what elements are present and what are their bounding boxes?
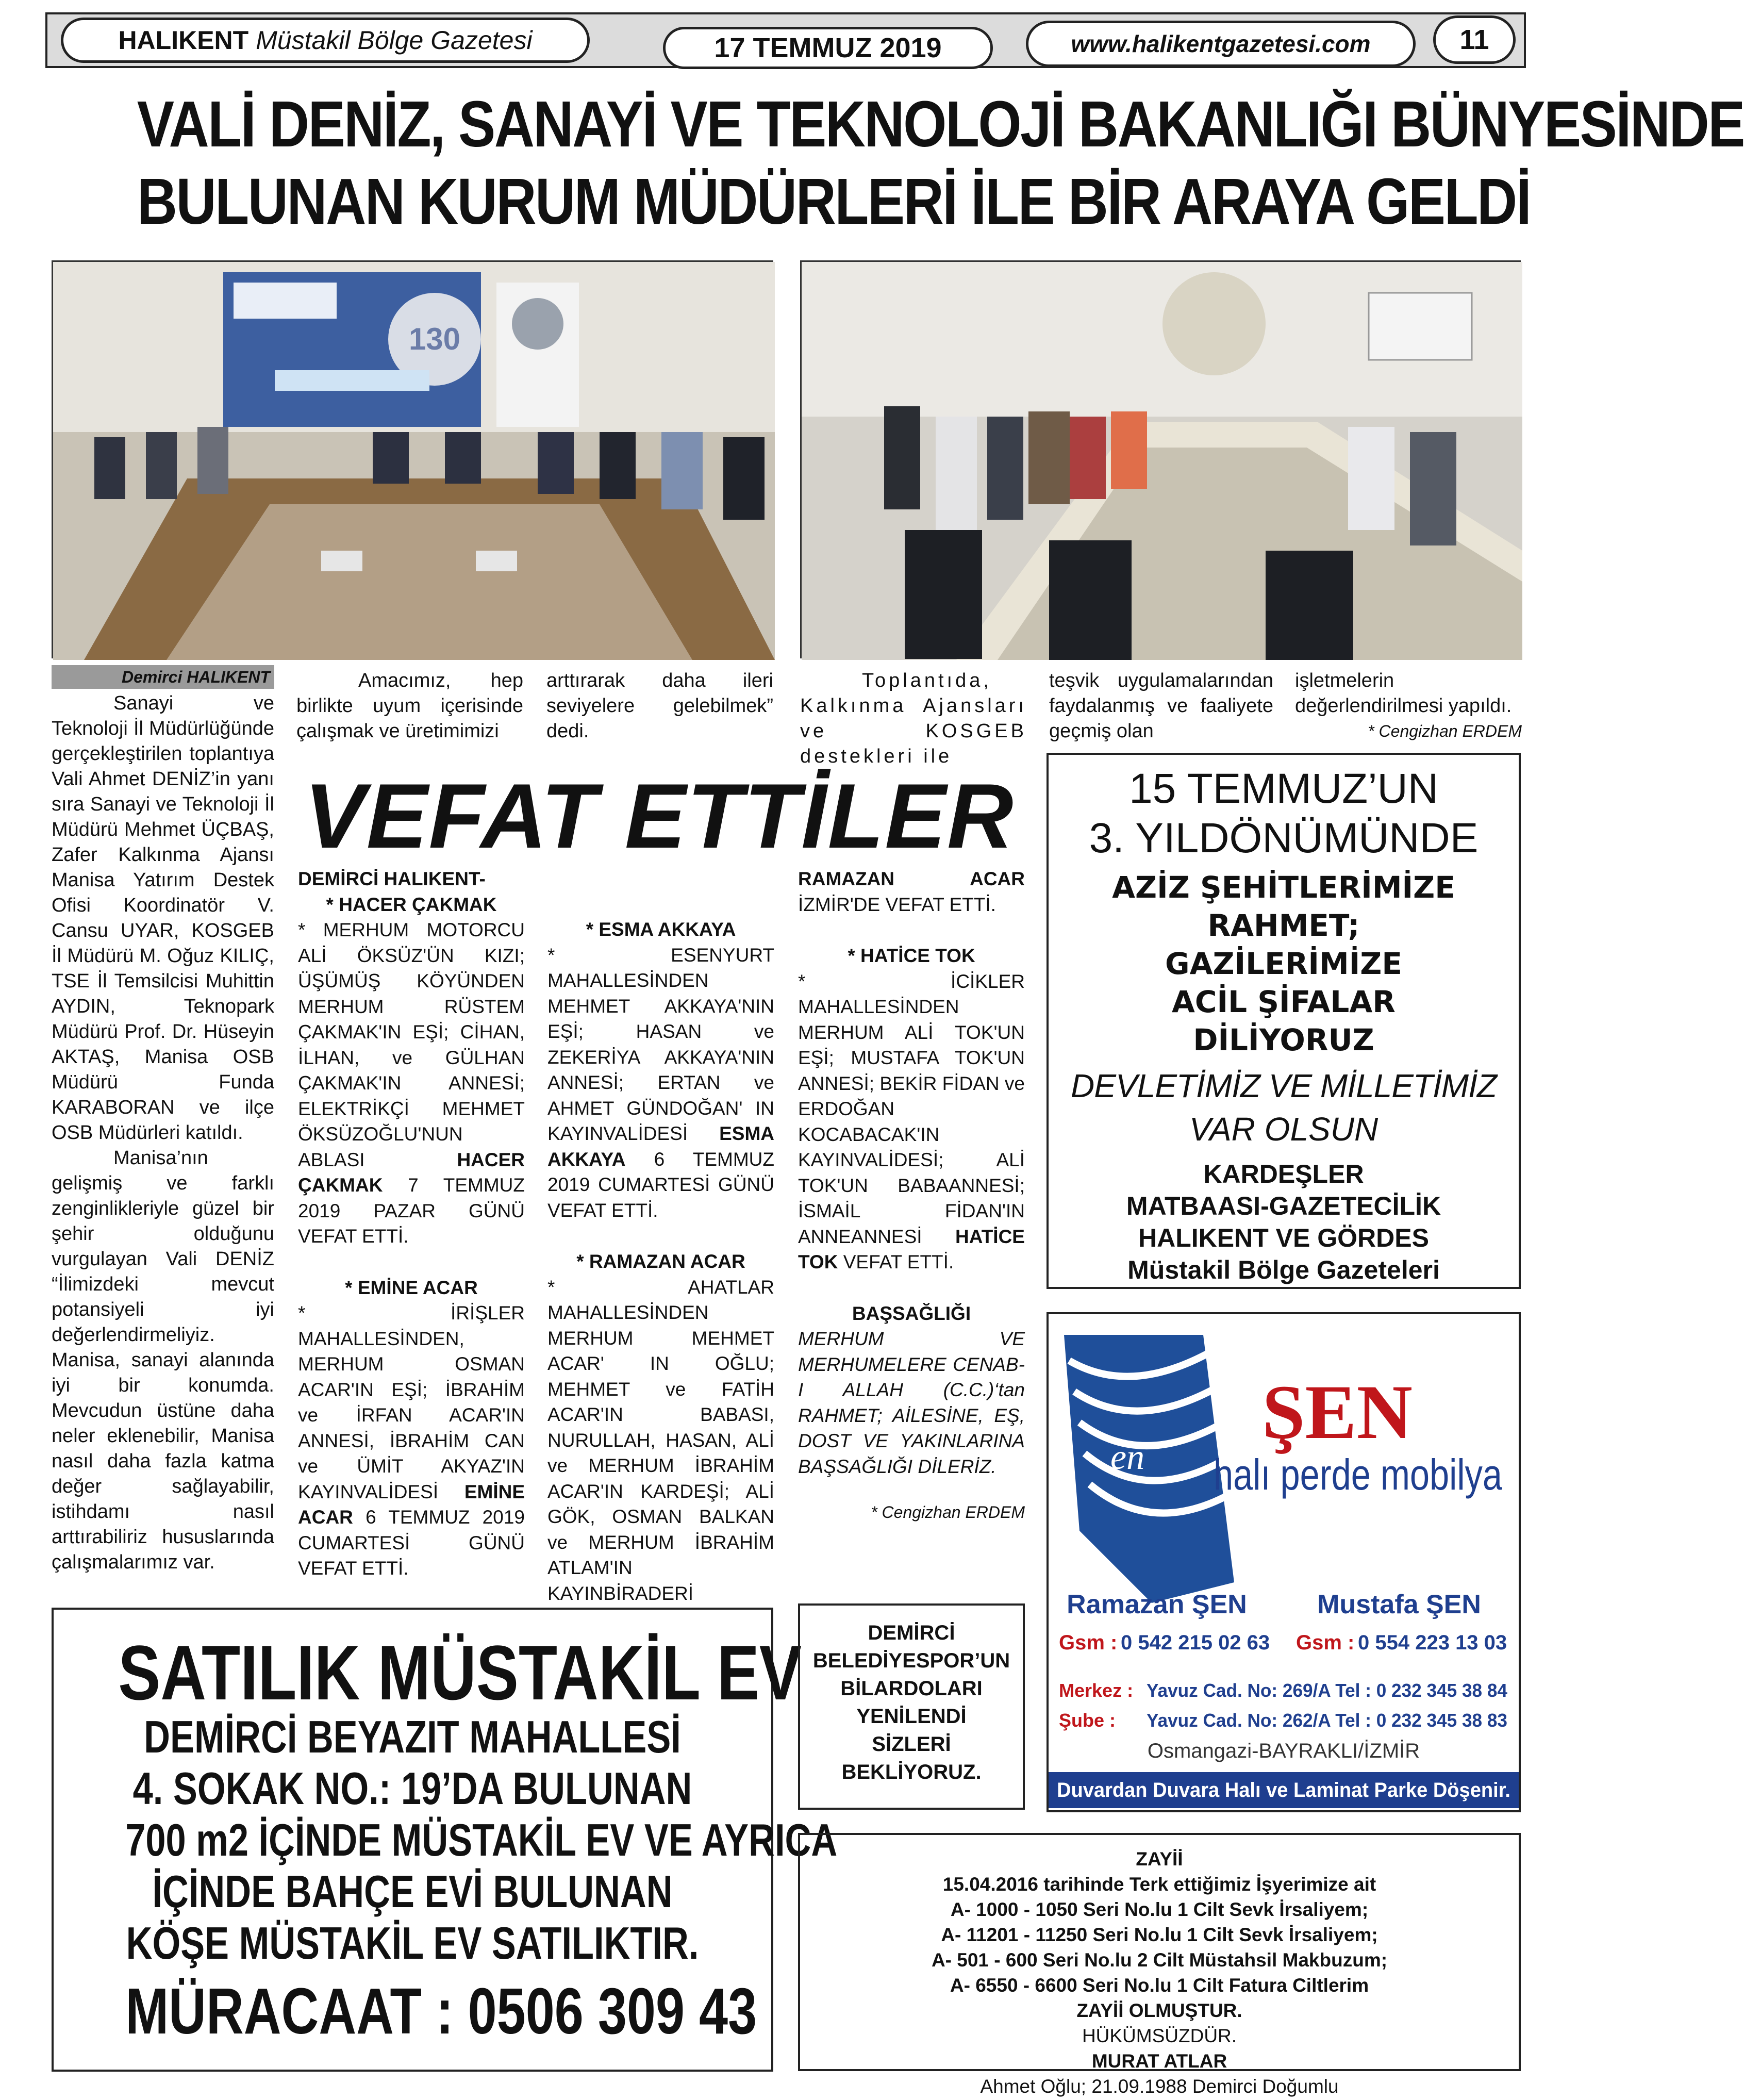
obituary-text: * MERHUM MOTORCU ALİ ÖKSÜZ'ÜN KIZI; ÜŞÜMÜŞ KÖYÜNDEN MERHUM RÜSTEM ÇAKMAK'IN EŞİ; CİHAN, İLHAN, ve GÜLHAN ÇAKMAK'IN ANNESİ; ELEKTRİKÇİ MEHMET ÖKSÜZOĞLU'NUN ABLASI HACER ÇAKMAK 7 TEMMUZ 2019 PAZAR GÜNÜ VEFAT ETTİ. [298,919,525,1247]
lost-notice-line: A- 1000 - 1050 Seri No.lu 1 Cilt Sevk İrsaliyem; [950,1899,1369,1920]
anniversary-line: ACİL ŞİFALAR [1172,984,1396,1019]
lost-notice-line: A- 11201 - 11250 Seri No.lu 1 Cilt Sevk İrsaliyem; [941,1924,1378,1945]
sen-person1: Ramazan ŞEN [1067,1590,1247,1619]
lost-notice-line: A- 6550 - 6600 Seri No.lu 1 Cilt Fatura Ciltlerim [950,1975,1369,1996]
headline-line2: BULUNAN KURUM MÜDÜRLERİ İLE BİR ARAYA GELDİ [137,165,1531,238]
lost-notice-line: Ahmet Oğlu; 21.09.1988 Demirci Doğumlu [980,2076,1339,2097]
lost-notice-line: HÜKÜMSÜZDÜR. [1082,2025,1237,2046]
sen-brand-small: en [1110,1437,1145,1477]
headline-line1: VALİ DENİZ, SANAYİ VE TEKNOLOJİ BAKANLIĞI BÜNYESİNDE [137,88,1744,160]
sale-ad-title: SATILIK MÜSTAKİL EV [118,1629,802,1716]
anniversary-line: Müstakil Bölge Gazeteleri [1127,1255,1440,1284]
sale-ad-contact: MÜRACAAT : 0506 309 43 [125,1975,757,2047]
sen-merkez-label: Merkez : [1059,1680,1134,1701]
sale-ad-line: DEMİRCİ BEYAZIT MAHALLESİ [144,1711,681,1762]
sen-ad-graphic [1049,1314,1519,1810]
conference-table-photo [800,260,1521,658]
sale-ad-box [52,1608,838,2072]
article-paragraph: teşvik uygulamalarından faydalanmış ve faaliyete geçmiş olan [1049,670,1273,742]
paper-subtitle: Müstakil Bölge Gazetesi [256,26,533,55]
sen-gsm1-label: Gsm : [1059,1631,1118,1654]
article-paragraph: işletmelerin değerlendirilmesi yapıldı. [1295,670,1512,717]
billiard-box [798,1603,1025,1810]
sen-slogan: Duvardan Duvara Halı ve Laminat Parke Döşenir. [1057,1779,1510,1801]
obituary-lead: DEMİRCİ HALIKENT- [298,868,486,889]
anniversary-line: HALIKENT VE GÖRDES [1138,1223,1429,1252]
anniversary-line: 3. YILDÖNÜMÜNDE [1089,815,1479,862]
obituary-column-2 [547,866,774,1606]
article-column-3 [546,668,773,744]
condolence-title: BAŞSAĞLIĞI [852,1302,971,1324]
anniversary-line: KARDEŞLER [1203,1160,1364,1188]
obituary-column-1 [298,866,525,1581]
obituary-text: * AHATLAR MAHALLESİNDEN MERHUM MEHMET ACAR' IN OĞLU; MEHMET ve FATİH ACAR'IN BABASI, NURULLAH, HASAN, ALİ ve MERHUM İBRAHİM ACAR'IN KARDEŞİ; ALİ GÖK, OSMAN BALKAN ve MERHUM İBRAHİM ATLAM'IN KAYINBİRADERİ [547,1276,774,1604]
sen-sube-label: Şube : [1059,1710,1116,1731]
sale-ad-line: 700 m2 İÇİNDE MÜSTAKİL EV VE AYRICA [125,1814,838,1865]
anniversary-line: RAHMET; [1207,908,1360,943]
sale-ad-line: KÖŞE MÜSTAKİL EV SATILIKTIR. [126,1917,699,1969]
sale-ad-line: İÇİNDE BAHÇE EVİ BULUNAN [152,1866,673,1917]
article-paragraph: Toplantıda, Kalkınma Ajansları ve KOSGEB destekleri ile [800,670,1027,767]
paper-name: HALIKENT [118,26,249,55]
website-link[interactable]: www.halikentgazetesi.com [1026,21,1416,67]
obituary-title: VEFAT ETTİLER [304,765,1015,867]
anniversary-line: MATBAASI-GAZETECİLİK [1126,1192,1441,1220]
anniversary-line: GAZİLERİMİZE [1165,946,1402,981]
sen-sube: Yavuz Cad. No: 262/A Tel : 0 232 345 38 83 [1147,1710,1507,1731]
obituary-text: RAMAZAN ACAR İZMİR'DE VEFAT ETTİ. [798,868,1025,915]
billiard-line: BEKLİYORUZ. [841,1761,982,1783]
sen-gsm1: 0 542 215 02 63 [1121,1631,1270,1654]
obituary-signature: * Cengizhan ERDEM [871,1503,1025,1522]
banner-number: 130 [408,322,461,356]
sen-gsm2-label: Gsm : [1296,1631,1355,1654]
article-paragraph: arttırarak daha ileri seviyelere gelebilmek” dedi. [546,670,773,742]
sen-gsm2: 0 554 223 13 03 [1358,1631,1507,1654]
article-column-1 [52,691,274,1575]
billiard-line: SİZLERİ [872,1733,951,1756]
lost-notice-title: ZAYİİ [1136,1848,1183,1870]
article-column-5 [1049,668,1273,744]
article-signature: * Cengizhan ERDEM [1368,722,1522,740]
lost-notice-line: 15.04.2016 tarihinde Terk ettiğimiz İşyerimize ait [942,1874,1376,1895]
sen-brand: ŞEN [1262,1369,1413,1455]
billiard-line: BELEDİYESPOR’UN [812,1649,1010,1672]
anniversary-line: AZİZ ŞEHİTLERİMİZE [1112,870,1455,905]
article-paragraph: Sanayi ve Teknoloji İl Müdürlüğünde gerçekleştirilen toplantıya Vali Ahmet DENİZ’in yanı sıra Sanayi ve Teknoloji İl Müdürü Mehmet ÜÇBAŞ, Zafer Kalkınma Ajansı Manisa Yatırım Destek Ofisi Koordinatör V. Cansu UYAR, KOSGEB İl Müdürü M. Oğuz KILIÇ, TSE İl Temsilcisi Muhittin AYDIN, Teknopark Müdürü Prof. Dr. Hüseyin AKTAŞ, Manisa OSB Müdürü Funda KARABORAN ve ilçe OSB Müdürleri katıldı. [52,692,274,1144]
obituary-name: * HATİCE TOK [848,945,975,966]
article-paragraph: Manisa’nın gelişmiş ve farklı zenginlikleriyle güzel bir şehir olduğunu vurgulayan Vali DENİZ “İlimizdeki mevcut potansiyeli iyi değerlendirmeliyiz. Manisa, sanayi alanında iyi bir konumda. Mevcudun üstüne daha neler eklenebilir, Manisa nasıl daha fazla katma değer sağlayabilir, istihdamı nasıl arttırabiliriz hususlarında çalışmalarımız var. [52,1147,274,1573]
anniversary-box [1047,753,1521,1289]
condolence-text: MERHUM VE MERHUMELERE CENAB-I ALLAH (C.C.)‘tan RAHMET; AİLESİNE, EŞ, DOST VE YAKINLARINA BAŞSAĞLIĞI DİLERİZ. [798,1328,1025,1477]
billiard-line: DEMİRCİ [868,1622,955,1644]
paper-name-pill [61,18,590,63]
sale-ad-line: 4. SOKAK NO.: 19’DA BULUNAN [132,1763,692,1814]
lost-notice-owner: MURAT ATLAR [1091,2051,1227,2072]
anniversary-line: VAR OLSUN [1189,1111,1378,1148]
article-column-2 [296,668,523,744]
anniversary-line: 15 TEMMUZ’UN [1129,765,1438,812]
sen-tagline: halı perde mobilya [1214,1450,1503,1499]
obituary-name: * ESMA AKKAYA [586,919,736,940]
sen-person2: Mustafa ŞEN [1317,1590,1481,1619]
article-column-6 [1295,668,1522,744]
obituary-text: * İCİKLER MAHALLESİNDEN MERHUM ALİ TOK'UN EŞİ; MUSTAFA TOK'UN ANNESİ; BEKİR FİDAN ve ERDOĞAN KOCABACAK'IN KAYINVALİDESİ; ALİ TOK'UN BABAANNESİ; İSMAİL FİDAN'IN ANNEANNESİ HATİCE TOK VEFAT ETTİ. [798,970,1025,1272]
obituary-name: * EMİNE ACAR [345,1277,478,1298]
anniversary-line: DEVLETİMİZ VE MİLLETİMİZ [1071,1067,1497,1104]
sen-city: Osmangazi-BAYRAKLI/İZMİR [1147,1740,1420,1762]
meeting-room-photo [52,260,773,658]
sen-mobilya-ad [1047,1312,1521,1812]
article-column-4 [800,668,1027,769]
anniversary-line: DİLİYORUZ [1193,1022,1374,1057]
billiard-line: YENİLENDİ [856,1705,967,1728]
lost-notice-box [798,1833,1521,2097]
article-byline: Demirci HALIKENT [52,665,274,689]
obituary-text: * ESENYURT MAHALLESİNDEN MEHMET AKKAYA'NIN EŞİ; HASAN ve ZEKERİYA AKKAYA'NIN ANNESİ; ERTAN ve AHMET GÜNDOĞAN' IN KAYINVALİDESİ ESMA AKKAYA 6 TEMMUZ 2019 CUMARTESİ GÜNÜ VEFAT ETTİ. [547,944,774,1221]
sen-merkez: Yavuz Cad. No: 269/A Tel : 0 232 345 38 84 [1147,1680,1507,1701]
obituary-name: * RAMAZAN ACAR [576,1251,745,1272]
lost-notice-line: A- 501 - 600 Seri No.lu 2 Cilt Müstahsil Makbuzum; [931,1949,1388,1971]
billiard-line: BİLARDOLARI [840,1677,983,1700]
obituary-name: * HACER ÇAKMAK [326,894,497,915]
issue-date: 17 TEMMUZ 2019 [663,27,993,69]
lost-notice-line: ZAYİİ OLMUŞTUR. [1076,2000,1242,2021]
page-number: 11 [1433,15,1516,64]
obituary-column-3 [798,866,1025,1526]
article-paragraph: Amacımız, hep birlikte uyum içerisinde çalışmak ve üretimimizi [296,670,523,742]
obituary-text: * İRİŞLER MAHALLESİNDEN, MERHUM OSMAN ACAR'IN EŞİ; İBRAHİM ve İRFAN ACAR'IN ANNESİ, İBRAHİM CAN ve ÜMİT AKYAZ'IN KAYINVALİDESİ EMİNE ACAR 6 TEMMUZ 2019 CUMARTESİ GÜNÜ VEFAT ETTİ. [298,1302,525,1579]
